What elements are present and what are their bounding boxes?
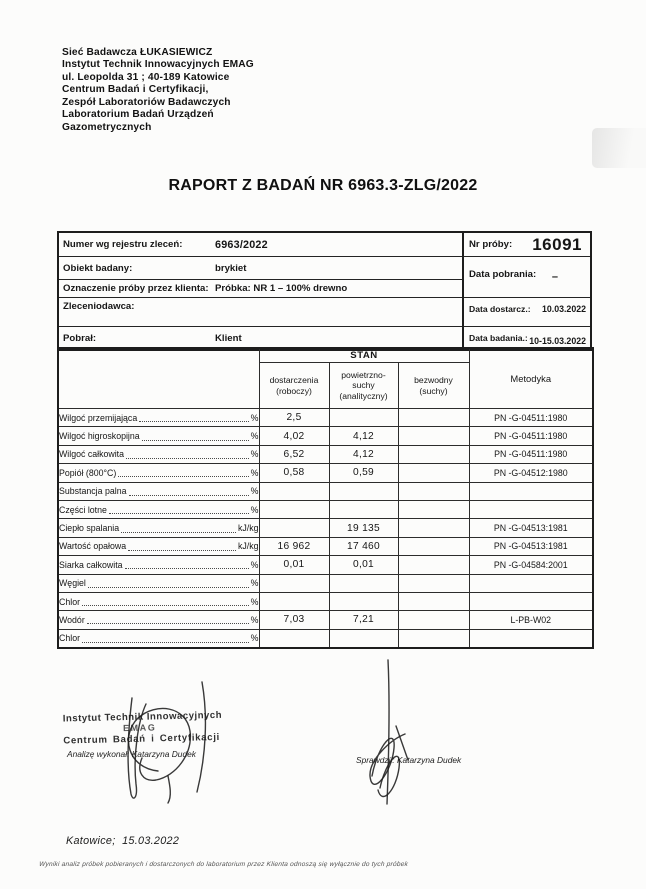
stamp-line: Instytut Technik Innowacyjnych	[62, 709, 223, 725]
info-row-client-sample-id	[59, 280, 462, 298]
value-metodyka: PN -G-04584:2001	[469, 556, 593, 574]
parameter-cell	[58, 500, 259, 518]
value-analityczny: 7,21	[329, 611, 398, 629]
value-analityczny	[329, 574, 398, 592]
parameter-label-wrap	[59, 615, 259, 625]
info-label: Nr próby:	[469, 239, 513, 250]
info-table	[57, 231, 592, 351]
parameter-unit: kJ/kg	[237, 523, 259, 534]
value-bezwodny	[398, 445, 469, 463]
parameter-label: Węgiel	[59, 578, 86, 589]
parameter-label-wrap	[59, 505, 259, 515]
result-row	[58, 519, 593, 537]
value-roboczy: 0,58	[259, 464, 329, 482]
info-left-section	[59, 233, 462, 349]
info-row-sampled-by	[59, 327, 462, 349]
info-value: 10.03.2022	[541, 304, 586, 314]
dotted-leader	[82, 634, 249, 643]
parameter-cell	[58, 537, 259, 555]
parameter-cell	[58, 629, 259, 648]
parameter-label-wrap	[59, 449, 259, 459]
col-header-line: dostarczenia	[269, 374, 319, 385]
parameter-label: Ciepło spalania	[59, 523, 120, 534]
info-row-order-number	[59, 233, 462, 257]
value-metodyka: PN -G-04511:1980	[469, 427, 593, 445]
dotted-leader	[121, 524, 236, 533]
value-analityczny	[329, 482, 398, 500]
stamp-line: Centrum Badań i Certyfikacji	[63, 731, 221, 747]
col-header-line: powietrzno-	[341, 369, 386, 380]
metodyka-header: Metodyka	[469, 348, 593, 409]
stamp-line: EMAG	[122, 722, 157, 734]
value-roboczy: 16 962	[259, 537, 329, 555]
result-row	[58, 409, 593, 427]
dotted-leader	[82, 597, 249, 606]
parameter-unit: %	[250, 633, 259, 644]
sample-number-value: 16091	[532, 234, 582, 254]
result-row	[58, 427, 593, 445]
parameter-label-wrap	[59, 468, 259, 478]
stan-header: STAN	[259, 348, 469, 363]
results-table-wrap	[57, 347, 594, 649]
value-bezwodny	[398, 519, 469, 537]
value-analityczny	[329, 592, 398, 610]
parameter-cell	[58, 574, 259, 592]
result-row	[58, 537, 593, 555]
value-bezwodny	[398, 482, 469, 500]
value-bezwodny	[398, 464, 469, 482]
results-body	[58, 348, 593, 648]
value-analityczny	[329, 629, 398, 648]
address-line: Gazometrycznych	[62, 121, 152, 133]
address-line: Zespół Laboratoriów Badawczych	[62, 96, 231, 108]
info-row-object	[59, 257, 462, 280]
parameter-label: Chlor	[59, 596, 81, 607]
result-row	[58, 592, 593, 610]
value-analityczny: 0,01	[329, 556, 398, 574]
value-bezwodny	[398, 409, 469, 427]
parameter-cell	[58, 464, 259, 482]
value-analityczny: 19 135	[329, 519, 398, 537]
col-header-line: (suchy)	[419, 385, 448, 396]
parameter-label-wrap	[59, 578, 259, 588]
analyst-caption: Analizę wykonał: Katarzyna Dudek	[67, 749, 196, 759]
info-label: Pobrał:	[63, 332, 97, 344]
address-line: Centrum Badań i Certyfikacji,	[62, 84, 209, 96]
parameter-unit: %	[250, 412, 259, 423]
info-row-sampling-date	[464, 257, 590, 298]
col-header-line: bezwodny	[414, 374, 453, 385]
info-label: Oznaczenie próby przez klienta:	[63, 283, 209, 294]
dotted-leader	[142, 432, 249, 441]
parameter-unit: %	[250, 486, 259, 497]
parameter-cell	[58, 409, 259, 427]
value-metodyka: PN -G-04513:1981	[469, 519, 593, 537]
result-row	[58, 500, 593, 518]
value-bezwodny	[398, 556, 469, 574]
parameter-label: Wartość opałowa	[59, 541, 127, 552]
parameter-label-wrap	[59, 633, 259, 643]
verifier-caption: Sprawdził: Katarzyna Dudek	[356, 755, 462, 765]
info-value: –	[551, 271, 558, 283]
result-row	[58, 629, 593, 648]
value-analityczny: 4,12	[329, 445, 398, 463]
dotted-leader	[125, 560, 249, 569]
results-header-row-stan	[58, 348, 593, 363]
parameter-label: Części lotne	[59, 504, 107, 515]
parameter-unit: %	[250, 578, 259, 589]
info-value: 6963/2022	[215, 238, 268, 251]
parameter-label: Wilgoć higroskopijna	[59, 431, 140, 442]
parameter-label: Substancja palna	[59, 486, 127, 497]
parameter-label: Chlor	[59, 633, 81, 644]
parameter-cell	[58, 611, 259, 629]
value-roboczy	[259, 592, 329, 610]
info-row-test-date	[464, 327, 590, 349]
parameter-unit: %	[250, 559, 259, 570]
result-row	[58, 574, 593, 592]
info-value: 10-15.03.2022	[529, 336, 586, 346]
info-row-delivery-date	[464, 298, 590, 327]
value-metodyka	[469, 500, 593, 518]
parameter-label-wrap	[59, 523, 259, 533]
info-row-client	[59, 298, 462, 327]
value-roboczy: 7,03	[259, 611, 329, 629]
value-metodyka: PN -G-04512:1980	[469, 464, 593, 482]
value-analityczny: 4,12	[329, 427, 398, 445]
value-roboczy	[259, 500, 329, 518]
parameter-cell	[58, 556, 259, 574]
info-label: Zleceniodawca:	[63, 301, 135, 312]
dotted-leader	[129, 487, 249, 496]
info-label: Obiekt badany:	[63, 262, 133, 274]
parameter-unit: %	[250, 467, 259, 478]
parameter-unit: %	[250, 596, 259, 607]
parameter-cell	[58, 445, 259, 463]
value-analityczny	[329, 409, 398, 427]
value-metodyka	[469, 592, 593, 610]
result-row	[58, 611, 593, 629]
value-analityczny: 17 460	[329, 537, 398, 555]
value-roboczy	[259, 629, 329, 648]
value-roboczy	[259, 574, 329, 592]
city-date: Katowice; 15.03.2022	[66, 835, 180, 847]
parameter-cell	[58, 427, 259, 445]
value-bezwodny	[398, 592, 469, 610]
parameter-unit: kJ/kg	[237, 541, 259, 552]
value-metodyka: PN -G-04511:1980	[469, 409, 593, 427]
value-roboczy: 2,5	[259, 409, 329, 427]
address-line: Instytut Technik Innowacyjnych EMAG	[62, 59, 254, 71]
value-roboczy	[259, 482, 329, 500]
result-row	[58, 464, 593, 482]
parameter-label: Siarka całkowita	[59, 559, 123, 570]
info-value: brykiet	[215, 262, 247, 274]
parameter-cell	[58, 592, 259, 610]
value-bezwodny	[398, 611, 469, 629]
address-line: ul. Leopolda 31 ; 40-189 Katowice	[62, 71, 230, 83]
value-metodyka: PN -G-04513:1981	[469, 537, 593, 555]
info-row-sample-number	[464, 233, 590, 257]
value-analityczny: 0,59	[329, 464, 398, 482]
parameter-label-wrap	[59, 413, 259, 423]
info-value: Klient	[215, 332, 242, 344]
header-empty-cell	[58, 348, 259, 409]
result-row	[58, 482, 593, 500]
col-header-line: (roboczy)	[276, 385, 312, 396]
info-value: Próbka: NR 1 – 100% drewno	[215, 283, 348, 294]
parameter-label: Wilgoć przemijająca	[59, 412, 138, 423]
scan-smudge	[592, 128, 646, 168]
dotted-leader	[139, 413, 248, 422]
parameter-label-wrap	[59, 486, 259, 496]
parameter-label: Wodór	[59, 614, 85, 625]
value-bezwodny	[398, 574, 469, 592]
info-label: Data badania.:	[469, 333, 528, 343]
value-bezwodny	[398, 629, 469, 648]
dotted-leader	[118, 468, 248, 477]
value-metodyka	[469, 482, 593, 500]
parameter-unit: %	[250, 449, 259, 460]
info-label: Data pobrania:	[469, 268, 537, 280]
value-bezwodny	[398, 500, 469, 518]
dotted-leader	[88, 579, 249, 588]
col-header-analityczny	[329, 363, 398, 409]
info-right-section	[462, 233, 590, 349]
handwritten-signature-right	[350, 656, 434, 808]
col-header-roboczy	[259, 363, 329, 409]
parameter-cell	[58, 519, 259, 537]
parameter-label-wrap	[59, 597, 259, 607]
value-metodyka	[469, 629, 593, 648]
parameter-unit: %	[250, 614, 259, 625]
value-bezwodny	[398, 537, 469, 555]
parameter-label-wrap	[59, 560, 259, 570]
value-metodyka	[469, 574, 593, 592]
address-line: Laboratorium Badań Urządzeń	[62, 109, 214, 121]
col-header-line: (analityczny)	[339, 390, 388, 401]
parameter-label-wrap	[59, 541, 259, 551]
col-header-line: suchy	[352, 380, 375, 391]
parameter-label: Wilgoć całkowita	[59, 449, 125, 460]
col-header-bezwodny	[398, 363, 469, 409]
dotted-leader	[128, 542, 236, 551]
parameter-label-wrap	[59, 431, 259, 441]
results-table	[57, 347, 594, 649]
info-label: Numer wg rejestru zleceń:	[63, 239, 183, 250]
parameter-label: Popiół (800°C)	[59, 467, 117, 478]
info-label: Data dostarcz.:	[469, 304, 531, 314]
address-line: Sieć Badawcza ŁUKASIEWICZ	[62, 47, 213, 58]
value-roboczy: 6,52	[259, 445, 329, 463]
parameter-unit: %	[250, 431, 259, 442]
handwritten-signature-left	[98, 676, 248, 804]
value-roboczy: 4,02	[259, 427, 329, 445]
result-row	[58, 445, 593, 463]
value-metodyka: PN -G-04511:1980	[469, 445, 593, 463]
lab-address-block	[62, 47, 254, 134]
value-analityczny	[329, 500, 398, 518]
value-bezwodny	[398, 427, 469, 445]
value-roboczy: 0,01	[259, 556, 329, 574]
parameter-cell	[58, 482, 259, 500]
dotted-leader	[109, 505, 249, 514]
report-title: RAPORT Z BADAŃ NR 6963.3-ZLG/2022	[168, 177, 478, 194]
result-row	[58, 556, 593, 574]
value-roboczy	[259, 519, 329, 537]
parameter-unit: %	[250, 504, 259, 515]
dotted-leader	[87, 615, 249, 624]
value-metodyka: L-PB-W02	[469, 611, 593, 629]
footer-disclaimer: Wyniki analiz próbek pobieranych i dostarczonych do laboratorium przez Klienta odnoszą się wyłącznie do tych próbek	[38, 861, 409, 868]
dotted-leader	[126, 450, 249, 459]
